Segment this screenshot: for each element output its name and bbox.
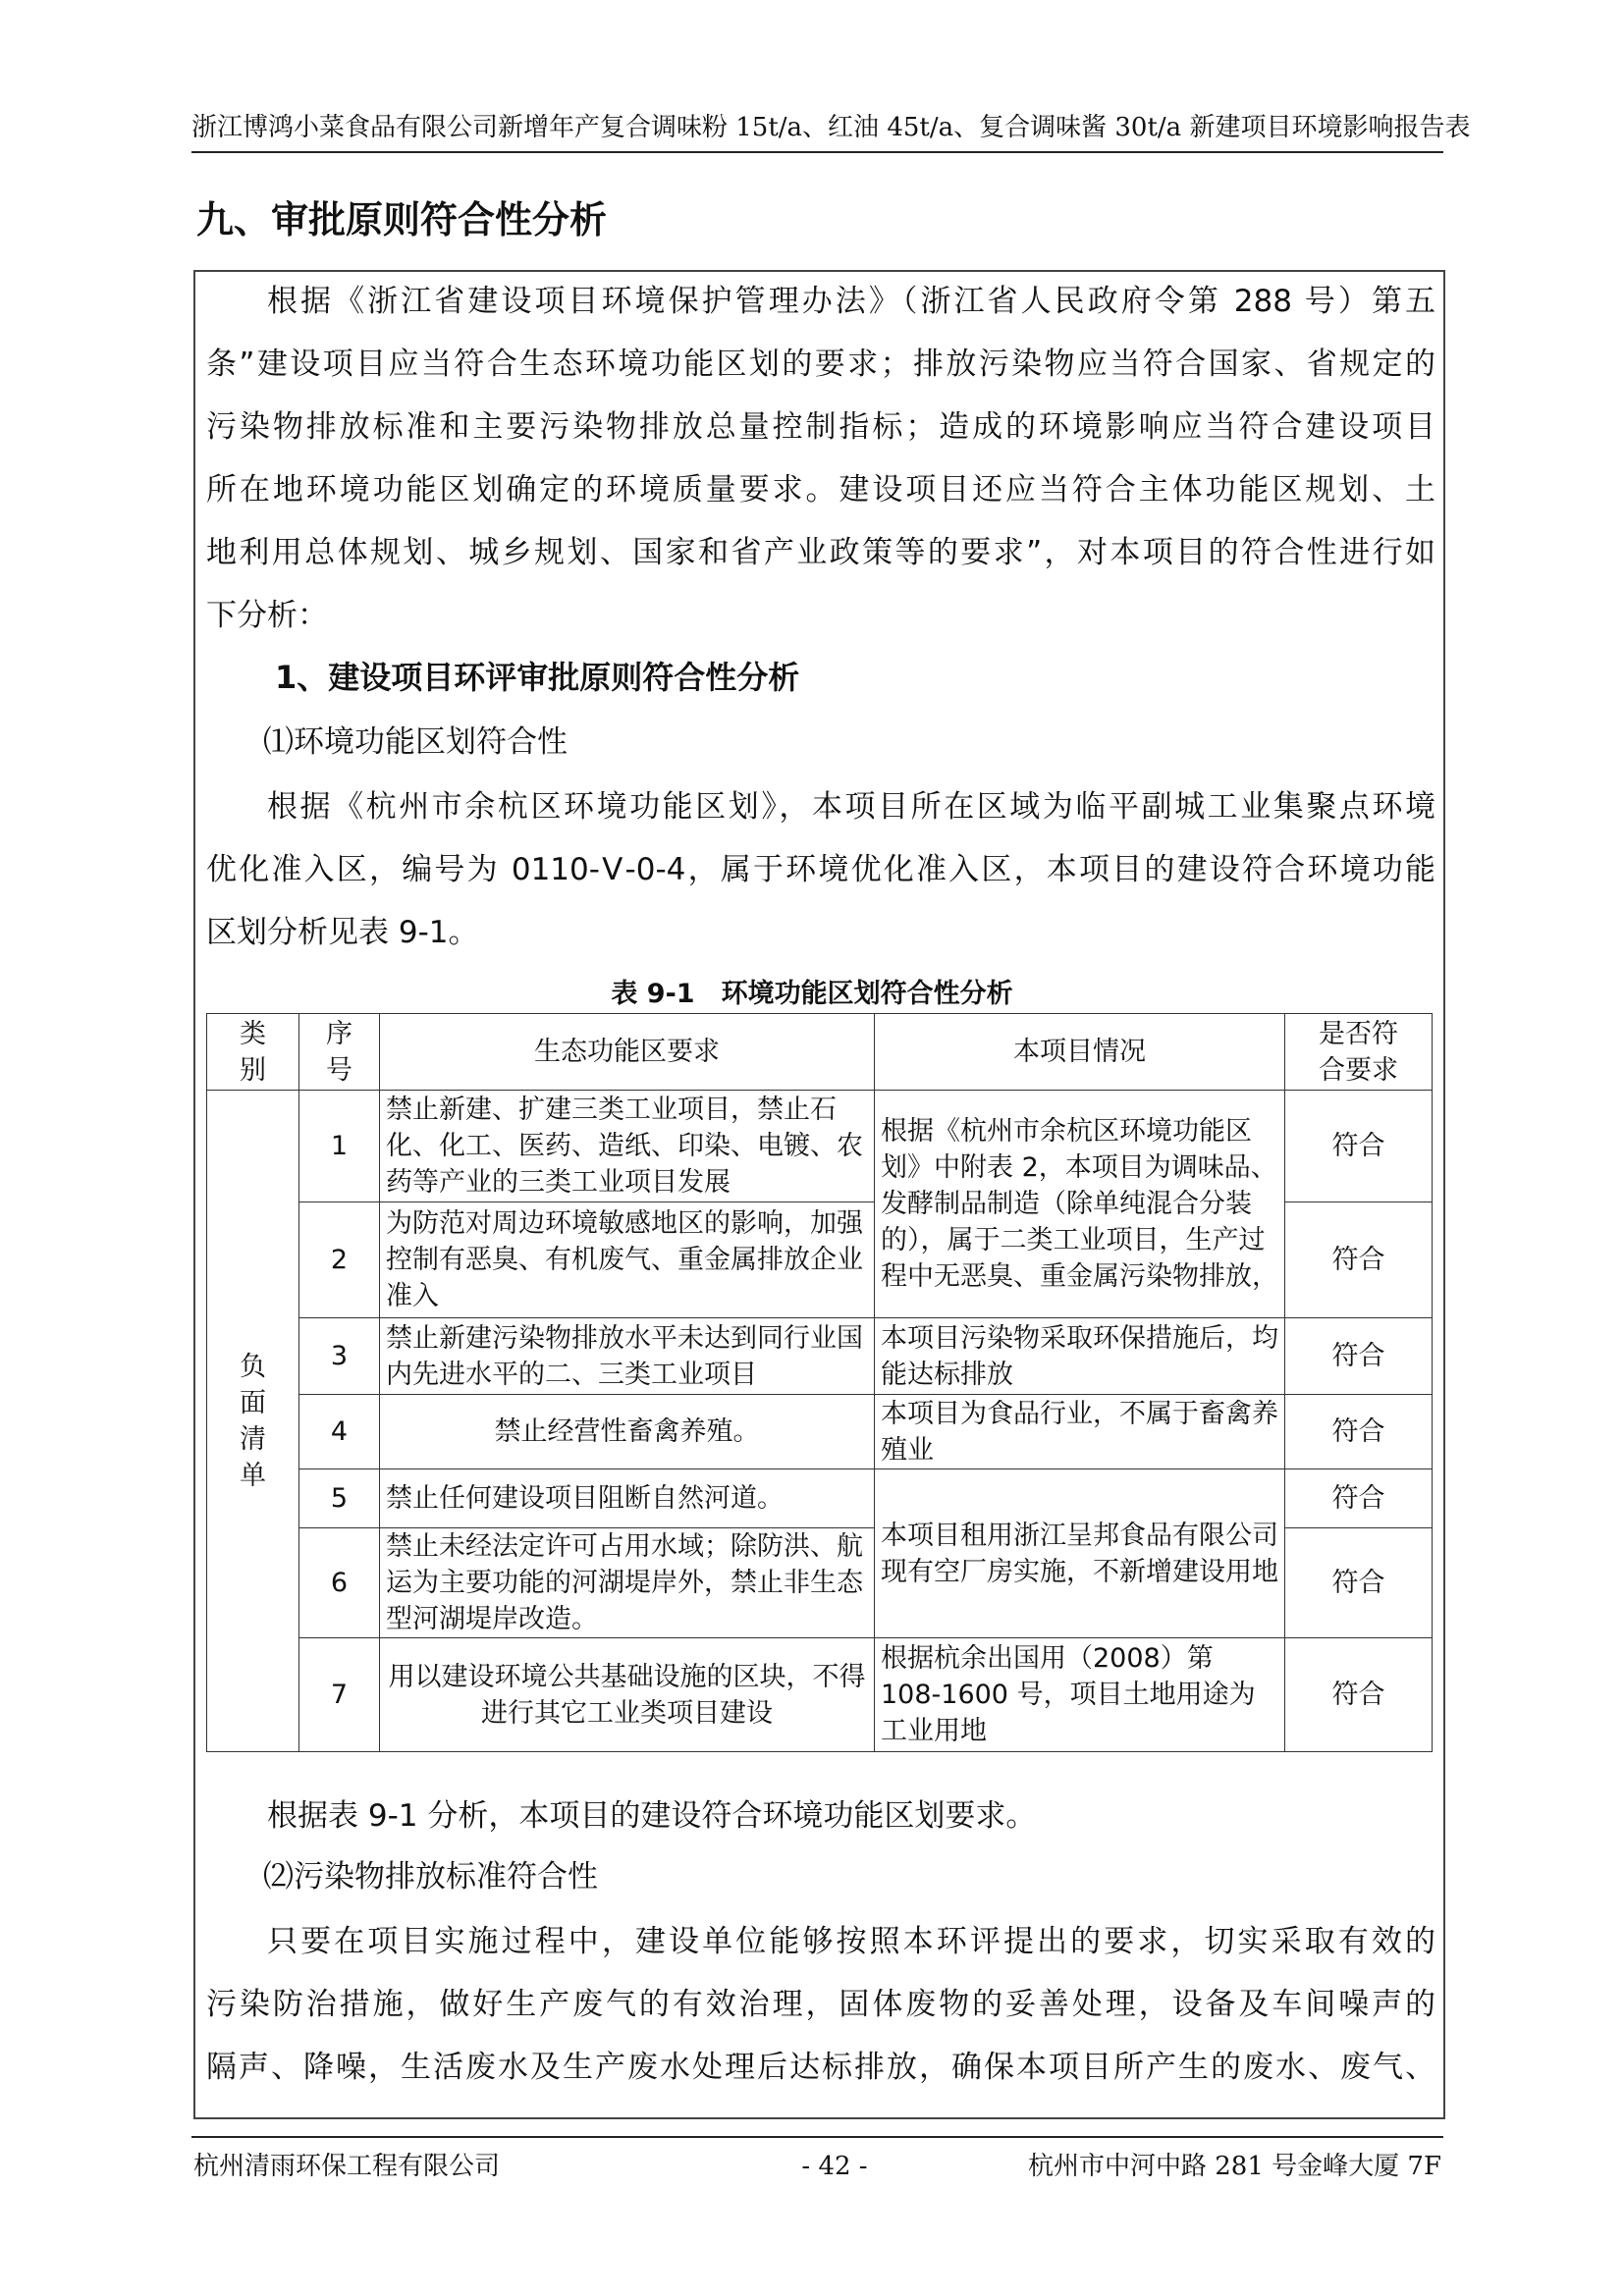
- zoning-line: 区划分析见表 9-1。: [206, 915, 479, 950]
- row-result: 符合: [1285, 1638, 1433, 1752]
- table-row: [207, 1091, 1433, 1202]
- header-number-text: 序 号: [326, 1018, 352, 1086]
- row-number: 3: [299, 1318, 380, 1395]
- header-category: [207, 1014, 299, 1091]
- item-title-2: ⑵污染物排放标准符合性: [263, 1859, 598, 1895]
- table-row: [207, 1395, 1433, 1469]
- row-number: 1: [299, 1091, 380, 1202]
- row-requirement: 禁止未经法定许可占用水域；除防洪、航运为主要功能的河湖堤岸外，禁止非生态型河湖堤岸改造。: [380, 1528, 875, 1638]
- row-number: 5: [299, 1469, 380, 1528]
- table-header-row: [207, 1014, 1433, 1091]
- footer-company: 杭州清雨环保工程有限公司: [193, 2152, 501, 2181]
- row-requirement: 禁止经营性畜禽养殖。: [380, 1395, 875, 1469]
- header-title: 浙江博鸿小菜食品有限公司新增年产复合调味粉 15t/a、红油 45t/a、复合调味酱 30t/a 新建项目环境影响报告表: [191, 113, 1471, 142]
- section-title: 九、审批原则符合性分析: [196, 198, 608, 241]
- row-result: 符合: [1285, 1395, 1433, 1469]
- row-requirement: 禁止新建污染物排放水平未达到同行业国内先进水平的二、三类工业项目: [380, 1318, 875, 1395]
- row-result: 符合: [1285, 1091, 1433, 1202]
- emission-line: 污染防治措施，做好生产废气的有效治理，固体废物的妥善处理，设备及车间噪声的: [206, 1987, 1435, 2022]
- subsection-title: 1、建设项目环评审批原则符合性分析: [275, 659, 800, 696]
- row-requirement: 禁止任何建设项目阻断自然河道。: [380, 1469, 875, 1528]
- category-text: 负 面 清 单: [240, 1351, 266, 1491]
- row-requirement: 为防范对周边环境敏感地区的影响，加强控制有恶臭、有机废气、重金属排放企业准入: [380, 1202, 875, 1318]
- intro-line: 下分析：: [206, 598, 328, 633]
- page-header: [191, 108, 1471, 153]
- page-footer: [191, 2136, 1443, 2187]
- intro-line: 污染物排放标准和主要污染物排放总量控制指标；造成的环境影响应当符合建设项目: [206, 409, 1435, 445]
- category-cell: [207, 1091, 299, 1752]
- header-result: [1285, 1014, 1433, 1091]
- header-requirement: [380, 1014, 875, 1091]
- header-situation: [875, 1014, 1285, 1091]
- zoning-line: 根据《杭州市余杭区环境功能区划》，本项目所在区域为临平副城工业集聚点环境: [267, 789, 1435, 825]
- footer-address: 杭州市中河中路 281 号金峰大厦 7F: [1027, 2152, 1441, 2181]
- compliance-table: [206, 1013, 1433, 1752]
- table-row: [207, 1469, 1433, 1528]
- row-situation: 根据杭余出国用（2008）第 108-1600 号，项目土地用途为工业用地: [875, 1638, 1285, 1752]
- row-number: 2: [299, 1202, 380, 1318]
- row-situation: 本项目租用浙江呈邦食品有限公司现有空厂房实施，不新增建设用地: [875, 1469, 1285, 1638]
- row-situation: 本项目为食品行业，不属于畜禽养殖业: [875, 1395, 1285, 1469]
- table-row: [207, 1638, 1433, 1752]
- header-category-text: 类 别: [240, 1018, 266, 1086]
- table-conclusion: [206, 1785, 1435, 1847]
- emission-line: 隔声、降噪，生活废水及生产废水处理后达标排放，确保本项目所产生的废水、废气、: [206, 2050, 1435, 2085]
- row-number: 4: [299, 1395, 380, 1469]
- row-result: 符合: [1285, 1528, 1433, 1638]
- row-result: 符合: [1285, 1202, 1433, 1318]
- row-result: 符合: [1285, 1318, 1433, 1395]
- intro-line: 所在地环境功能区划确定的环境质量要求。建设项目还应当符合主体功能区规划、土: [206, 472, 1435, 507]
- zoning-line: 优化准入区，编号为 0110-Ⅴ-0-4，属于环境优化准入区，本项目的建设符合环境功能: [206, 852, 1435, 887]
- header-result-text: 是否符 合要求: [1319, 1018, 1398, 1086]
- row-requirement: 禁止新建、扩建三类工业项目，禁止石化、化工、医药、造纸、印染、电镀、农药等产业的三类工业项目发展: [380, 1091, 875, 1202]
- row-number: 6: [299, 1528, 380, 1638]
- intro-paragraph: [206, 270, 1435, 647]
- table-caption: 表 9-1 环境功能区划符合性分析: [611, 979, 1013, 1009]
- row-requirement: 用以建设环境公共基础设施的区块，不得进行其它工业类项目建设: [380, 1638, 875, 1752]
- intro-line: 地利用总体规划、城乡规划、国家和省产业政策等的要求”，对本项目的符合性进行如: [206, 535, 1435, 570]
- row-situation: 本项目污染物采取环保措施后，均能达标排放: [875, 1318, 1285, 1395]
- header-requirement-text: 生态功能区要求: [534, 1037, 720, 1067]
- row-result: 符合: [1285, 1469, 1433, 1528]
- zoning-paragraph: [206, 775, 1435, 964]
- row-number: 7: [299, 1638, 380, 1752]
- intro-line: 条”建设项目应当符合生态环境功能区划的要求；排放污染物应当符合国家、省规定的: [206, 347, 1435, 382]
- footer-page-number: - 42 -: [801, 2152, 868, 2181]
- table-row: [207, 1318, 1433, 1395]
- header-number: [299, 1014, 380, 1091]
- row-situation: 根据《杭州市余杭区环境功能区划》中附表 2，本项目为调味品、发酵制品制造（除单纯混合分装的），属于二类工业项目，生产过程中无恶臭、重金属污染物排放，: [875, 1091, 1285, 1318]
- emission-paragraph: [206, 1910, 1435, 2099]
- emission-line: 只要在项目实施过程中，建设单位能够按照本环评提出的要求，切实采取有效的: [267, 1924, 1435, 1959]
- item-title-1: ⑴环境功能区划符合性: [263, 724, 568, 760]
- intro-line: 根据《浙江省建设项目环境保护管理办法》（浙江省人民政府令第 288 号）第五: [267, 284, 1435, 319]
- header-situation-text: 本项目情况: [1013, 1037, 1146, 1067]
- conclusion-line: 根据表 9-1 分析，本项目的建设符合环境功能区划要求。: [267, 1798, 1037, 1834]
